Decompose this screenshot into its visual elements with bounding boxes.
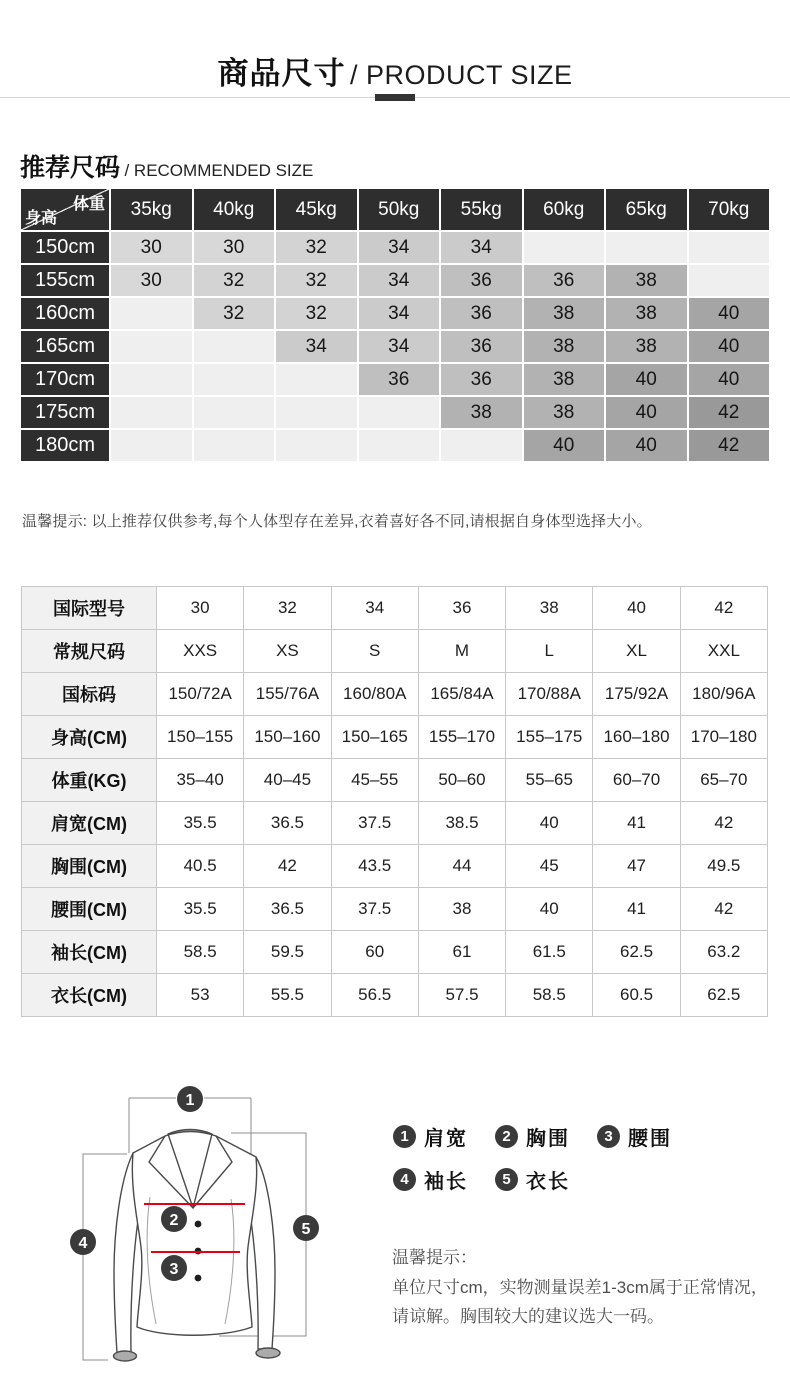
size-cell xyxy=(111,430,192,461)
size-cell xyxy=(359,397,440,428)
spec-cell: 63.2 xyxy=(680,931,767,974)
spec-row xyxy=(22,802,768,845)
size-cell: 30 xyxy=(111,265,192,296)
size-cell: 38 xyxy=(524,331,605,362)
size-cell xyxy=(111,364,192,395)
spec-row-label: 肩宽(CM) xyxy=(22,802,157,845)
spec-cell: 62.5 xyxy=(680,974,767,1017)
spec-row-label: 常规尺码 xyxy=(22,630,157,673)
weight-header: 45kg xyxy=(276,189,357,230)
spec-cell: 41 xyxy=(593,802,680,845)
spec-cell: 42 xyxy=(680,888,767,931)
legend-label: 胸围 xyxy=(526,1128,570,1150)
page-title-en: / PRODUCT SIZE xyxy=(349,60,573,90)
spec-cell: 36 xyxy=(418,587,505,630)
weight-header: 50kg xyxy=(359,189,440,230)
spec-cell: 65–70 xyxy=(680,759,767,802)
height-header: 160cm xyxy=(21,298,109,329)
spec-cell: 155–170 xyxy=(418,716,505,759)
recommended-note: 温馨提示: 以上推荐仅供参考,每个人体型存在差异,衣着喜好各不同,请根据自身体型选择大小。 xyxy=(22,513,652,530)
size-cell: 36 xyxy=(441,331,522,362)
spec-cell: 55–65 xyxy=(506,759,593,802)
size-cell xyxy=(276,397,357,428)
marker-1-num: 1 xyxy=(185,1092,195,1109)
measure-note-body: 单位尺寸cm，实物测量误差1-3cm属于正常情况，请谅解。胸围较大的建议选大一码。 xyxy=(392,1278,768,1327)
legend-number-circle: 5 xyxy=(495,1168,518,1191)
spec-cell: S xyxy=(331,630,418,673)
spec-cell: 61 xyxy=(418,931,505,974)
spec-cell: 60.5 xyxy=(593,974,680,1017)
size-cell: 40 xyxy=(606,397,687,428)
recommended-row xyxy=(21,397,769,428)
spec-cell: 45–55 xyxy=(331,759,418,802)
size-cell xyxy=(441,430,522,461)
size-cell: 40 xyxy=(606,430,687,461)
marker-5-num: 5 xyxy=(301,1221,311,1238)
recommended-row xyxy=(21,232,769,263)
spec-cell: 58.5 xyxy=(506,974,593,1017)
height-header: 170cm xyxy=(21,364,109,395)
marker-2-num: 2 xyxy=(169,1212,179,1229)
spec-row-label: 腰围(CM) xyxy=(22,888,157,931)
size-cell xyxy=(359,430,440,461)
size-cell: 36 xyxy=(524,265,605,296)
spec-cell: 150–155 xyxy=(157,716,244,759)
spec-cell: 38 xyxy=(418,888,505,931)
spec-cell: 36.5 xyxy=(244,802,331,845)
weight-header: 35kg xyxy=(111,189,192,230)
size-cell xyxy=(194,397,275,428)
spec-cell: 60 xyxy=(331,931,418,974)
spec-row-label: 国际型号 xyxy=(22,587,157,630)
size-cell: 32 xyxy=(194,265,275,296)
legend-label: 腰围 xyxy=(628,1128,672,1150)
height-weight-corner-header xyxy=(21,189,109,230)
spec-cell: 150/72A xyxy=(157,673,244,716)
size-cell: 34 xyxy=(441,232,522,263)
spec-cell: 60–70 xyxy=(593,759,680,802)
recommended-row xyxy=(21,364,769,395)
recommended-row xyxy=(21,430,769,461)
spec-cell: 40.5 xyxy=(157,845,244,888)
spec-row-label: 袖长(CM) xyxy=(22,931,157,974)
size-cell: 34 xyxy=(359,298,440,329)
height-header: 155cm xyxy=(21,265,109,296)
legend-label: 肩宽 xyxy=(424,1128,468,1150)
corner-height-label: 身高 xyxy=(25,210,58,227)
size-cell: 40 xyxy=(689,364,770,395)
recommended-row xyxy=(21,331,769,362)
spec-cell: 42 xyxy=(680,802,767,845)
spec-cell: 35.5 xyxy=(157,888,244,931)
spec-cell: 50–60 xyxy=(418,759,505,802)
spec-cell: 49.5 xyxy=(680,845,767,888)
spec-cell: 32 xyxy=(244,587,331,630)
weight-header: 40kg xyxy=(194,189,275,230)
spec-row-label: 体重(KG) xyxy=(22,759,157,802)
spec-cell: 150–165 xyxy=(331,716,418,759)
legend-item xyxy=(393,1165,468,1194)
height-header: 150cm xyxy=(21,232,109,263)
measure-note-title: 温馨提示： xyxy=(392,1248,477,1267)
size-cell: 34 xyxy=(359,232,440,263)
size-cell: 42 xyxy=(689,430,770,461)
marker-4-num: 4 xyxy=(78,1235,88,1252)
size-cell: 38 xyxy=(606,298,687,329)
recommended-size-heading-en: / RECOMMENDED SIZE xyxy=(124,161,314,180)
spec-row-label: 身高(CM) xyxy=(22,716,157,759)
spec-cell: 150–160 xyxy=(244,716,331,759)
spec-cell: 53 xyxy=(157,974,244,1017)
legend-number-circle: 2 xyxy=(495,1125,518,1148)
size-cell: 40 xyxy=(606,364,687,395)
legend-item xyxy=(597,1122,672,1151)
spec-cell: 30 xyxy=(157,587,244,630)
size-cell xyxy=(194,430,275,461)
size-cell: 38 xyxy=(524,298,605,329)
spec-cell: 56.5 xyxy=(331,974,418,1017)
spec-cell: 35.5 xyxy=(157,802,244,845)
jacket-illustration xyxy=(28,1072,363,1377)
spec-row-label: 胸围(CM) xyxy=(22,845,157,888)
spec-cell: 45 xyxy=(506,845,593,888)
recommended-size-table xyxy=(19,187,771,463)
spec-cell: XL xyxy=(593,630,680,673)
size-cell xyxy=(194,364,275,395)
spec-cell: XS xyxy=(244,630,331,673)
recommended-size-heading xyxy=(20,148,313,184)
spec-row-label: 国标码 xyxy=(22,673,157,716)
spec-cell: 40–45 xyxy=(244,759,331,802)
size-cell: 40 xyxy=(689,331,770,362)
recommended-size-heading-zh: 推荐尺码 xyxy=(20,154,121,182)
spec-cell: 47 xyxy=(593,845,680,888)
spec-cell: 42 xyxy=(244,845,331,888)
spec-cell: 34 xyxy=(331,587,418,630)
legend-label: 衣长 xyxy=(526,1171,570,1193)
spec-cell: 59.5 xyxy=(244,931,331,974)
legend-item xyxy=(393,1122,468,1151)
spec-cell: 44 xyxy=(418,845,505,888)
size-cell xyxy=(111,298,192,329)
size-cell: 34 xyxy=(359,331,440,362)
spec-cell: 37.5 xyxy=(331,802,418,845)
size-cell xyxy=(276,430,357,461)
size-cell: 32 xyxy=(194,298,275,329)
jacket-outline xyxy=(114,1130,281,1362)
spec-cell: 58.5 xyxy=(157,931,244,974)
spec-cell: M xyxy=(418,630,505,673)
size-cell: 40 xyxy=(689,298,770,329)
spec-cell: 165/84A xyxy=(418,673,505,716)
size-cell: 34 xyxy=(359,265,440,296)
size-cell: 40 xyxy=(524,430,605,461)
spec-row xyxy=(22,845,768,888)
spec-row xyxy=(22,673,768,716)
spec-cell: 43.5 xyxy=(331,845,418,888)
spec-cell: 40 xyxy=(506,888,593,931)
size-cell: 38 xyxy=(524,364,605,395)
spec-cell: 35–40 xyxy=(157,759,244,802)
size-cell xyxy=(276,364,357,395)
marker-3-num: 3 xyxy=(169,1261,179,1278)
spec-cell: 36.5 xyxy=(244,888,331,931)
legend-item xyxy=(495,1122,570,1151)
size-cell xyxy=(524,232,605,263)
spec-row xyxy=(22,587,768,630)
size-cell: 30 xyxy=(111,232,192,263)
title-divider xyxy=(0,97,790,98)
spec-cell: XXS xyxy=(157,630,244,673)
spec-cell: 180/96A xyxy=(680,673,767,716)
size-cell xyxy=(194,331,275,362)
size-cell xyxy=(689,265,770,296)
spec-cell: 41 xyxy=(593,888,680,931)
size-cell: 38 xyxy=(524,397,605,428)
size-cell: 36 xyxy=(441,364,522,395)
recommended-row xyxy=(21,265,769,296)
spec-cell: 160–180 xyxy=(593,716,680,759)
height-header: 175cm xyxy=(21,397,109,428)
spec-cell: 40 xyxy=(593,587,680,630)
legend-number-circle: 1 xyxy=(393,1125,416,1148)
spec-cell: XXL xyxy=(680,630,767,673)
size-cell: 30 xyxy=(194,232,275,263)
size-cell: 38 xyxy=(606,265,687,296)
title-divider-accent xyxy=(375,94,415,101)
spec-row xyxy=(22,931,768,974)
spec-cell: 170/88A xyxy=(506,673,593,716)
legend-row xyxy=(393,1165,699,1194)
size-cell xyxy=(111,331,192,362)
size-cell: 36 xyxy=(441,298,522,329)
size-cell: 36 xyxy=(359,364,440,395)
spec-cell: 57.5 xyxy=(418,974,505,1017)
legend-row xyxy=(393,1122,699,1151)
spec-cell: 38 xyxy=(506,587,593,630)
spec-cell: 155/76A xyxy=(244,673,331,716)
size-cell: 42 xyxy=(689,397,770,428)
size-cell: 32 xyxy=(276,232,357,263)
size-cell xyxy=(689,232,770,263)
size-spec-table xyxy=(21,586,768,1017)
spec-cell: 38.5 xyxy=(418,802,505,845)
legend-number-circle: 3 xyxy=(597,1125,620,1148)
spec-cell: 55.5 xyxy=(244,974,331,1017)
size-cell: 32 xyxy=(276,265,357,296)
page-title-zh: 商品尺寸 xyxy=(217,56,346,91)
spec-row xyxy=(22,716,768,759)
spec-cell: 37.5 xyxy=(331,888,418,931)
spec-cell: 175/92A xyxy=(593,673,680,716)
size-cell: 38 xyxy=(441,397,522,428)
corner-weight-label: 体重 xyxy=(72,196,105,213)
spec-row xyxy=(22,759,768,802)
size-cell: 34 xyxy=(276,331,357,362)
legend-label: 袖长 xyxy=(424,1171,468,1193)
size-cell: 36 xyxy=(441,265,522,296)
spec-row xyxy=(22,888,768,931)
spec-row xyxy=(22,974,768,1017)
weight-header: 65kg xyxy=(606,189,687,230)
spec-cell: 170–180 xyxy=(680,716,767,759)
height-header: 165cm xyxy=(21,331,109,362)
legend-number-circle: 4 xyxy=(393,1168,416,1191)
size-cell: 32 xyxy=(276,298,357,329)
legend-item xyxy=(495,1165,570,1194)
size-cell xyxy=(606,232,687,263)
spec-cell: 61.5 xyxy=(506,931,593,974)
spec-cell: 40 xyxy=(506,802,593,845)
spec-row-label: 衣长(CM) xyxy=(22,974,157,1017)
spec-cell: 62.5 xyxy=(593,931,680,974)
size-cell: 38 xyxy=(606,331,687,362)
spec-cell: L xyxy=(506,630,593,673)
weight-header: 60kg xyxy=(524,189,605,230)
weight-header: 55kg xyxy=(441,189,522,230)
height-header: 180cm xyxy=(21,430,109,461)
spec-row xyxy=(22,630,768,673)
size-cell xyxy=(111,397,192,428)
spec-cell: 42 xyxy=(680,587,767,630)
spec-cell: 160/80A xyxy=(331,673,418,716)
recommended-row xyxy=(21,298,769,329)
measure-legend xyxy=(393,1122,699,1208)
weight-header: 70kg xyxy=(689,189,770,230)
page-title xyxy=(0,48,790,93)
spec-cell: 155–175 xyxy=(506,716,593,759)
